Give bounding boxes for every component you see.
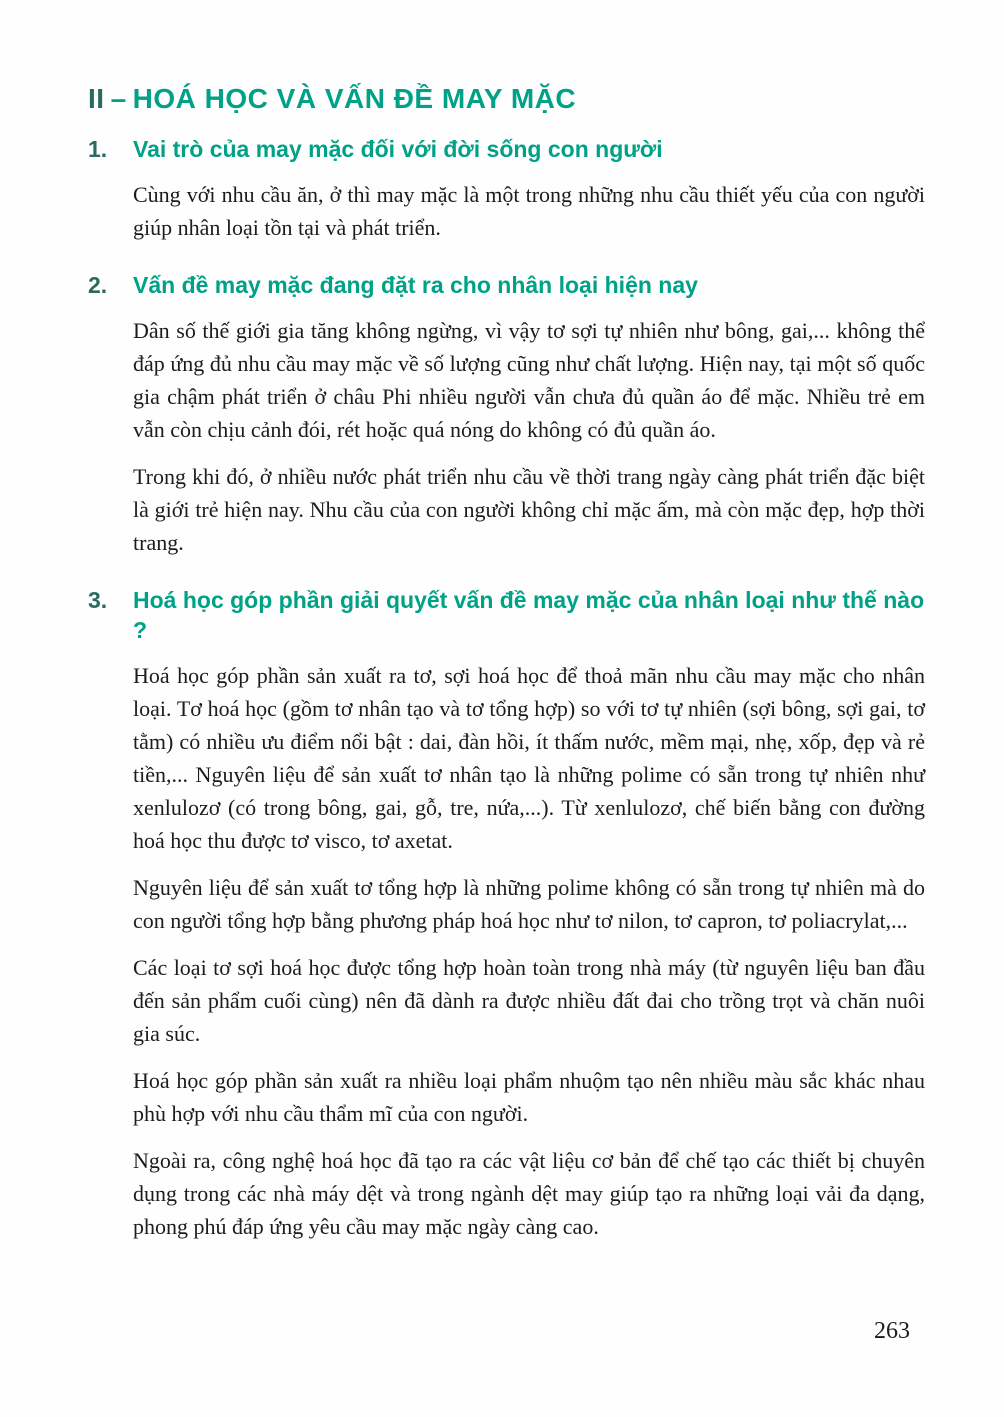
chapter-title: HOÁ HỌC VÀ VẤN ĐỀ MAY MẶC <box>132 83 577 114</box>
page-number: 263 <box>874 1318 910 1344</box>
paragraph: Dân số thế giới gia tăng không ngừng, vì vậy tơ sợi tự nhiên như bông, gai,... không thể đáp ứng đủ nhu cầu may mặc về số lượng cũng như chất lượng. Hiện nay, tại một số quốc gia chậm phát triển ở châu Phi nhiều người vẫn chưa đủ quần áo để mặc. Nhiều trẻ em vẫn còn chịu cảnh đói, rét hoặc quá nóng do không có đủ quần áo. <box>133 318 925 442</box>
section-heading-3 <box>88 585 928 645</box>
paragraph: Ngoài ra, công nghệ hoá học đã tạo ra các vật liệu cơ bản để chế tạo các thiết bị chuyên dụng trong các nhà máy dệt và trong ngành dệt may giúp tạo ra những loại vải đa dạng, phong phú đáp ứng yêu cầu may mặc ngày càng cao. <box>133 1148 925 1239</box>
chapter-numeral: II <box>88 83 105 114</box>
paragraph: Cùng với nhu cầu ăn, ở thì may mặc là một trong những nhu cầu thiết yếu của con người giúp nhân loại tồn tại và phát triển. <box>133 182 925 240</box>
section-number: 2. <box>88 272 108 298</box>
section-heading-2 <box>88 270 928 300</box>
paragraph: Các loại tơ sợi hoá học được tổng hợp hoàn toàn trong nhà máy (từ nguyên liệu ban đầu đến sản phẩm cuối cùng) nên đã dành ra được nhiều đất đai cho trồng trọt và chăn nuôi gia súc. <box>133 955 925 1046</box>
section-number: 3. <box>88 587 108 613</box>
paragraph: Nguyên liệu để sản xuất tơ tổng hợp là những polime không có sẵn trong tự nhiên mà do con người tổng hợp bằng phương pháp hoá học như tơ nilon, tơ capron, tơ poliacrylat,... <box>133 875 925 933</box>
chapter-heading <box>88 82 928 116</box>
section-title: Hoá học góp phần giải quyết vấn đề may mặc của nhân loại như thế nào ? <box>133 587 925 643</box>
section-number: 1. <box>88 136 108 162</box>
section-title: Vai trò của may mặc đối với đời sống con người <box>133 136 663 162</box>
section-heading-1 <box>88 134 928 164</box>
paragraph: Hoá học góp phần sản xuất ra nhiều loại phẩm nhuộm tạo nên nhiều màu sắc khác nhau phù hợp với nhu cầu thẩm mĩ của con người. <box>133 1068 925 1126</box>
chapter-heading-dash: – <box>110 83 127 114</box>
paragraph: Hoá học góp phần sản xuất ra tơ, sợi hoá học để thoả mãn nhu cầu may mặc cho nhân loại. Tơ hoá học (gồm tơ nhân tạo và tơ tổng hợp) so với tơ tự nhiên (sợi bông, sợi gai, tơ tằm) có nhiều ưu điểm nổi bật : dai, đàn hồi, ít thấm nước, mềm mại, nhẹ, xốp, đẹp và rẻ tiền,... Nguyên liệu để sản xuất tơ nhân tạo là những polime có sẵn trong tự nhiên như xenlulozơ (có trong bông, gai, gỗ, tre, nứa,...). Từ xenlulozơ, chế biến bằng con đường hoá học thu được tơ visco, tơ axetat. <box>133 663 925 853</box>
paragraph: Trong khi đó, ở nhiều nước phát triển nhu cầu về thời trang ngày càng phát triển đặc biệt là giới trẻ hiện nay. Nhu cầu của con người không chỉ mặc ấm, mà còn mặc đẹp, hợp thời trang. <box>133 464 925 555</box>
section-title: Vấn đề may mặc đang đặt ra cho nhân loại hiện nay <box>133 272 698 298</box>
page-content <box>88 82 928 1257</box>
